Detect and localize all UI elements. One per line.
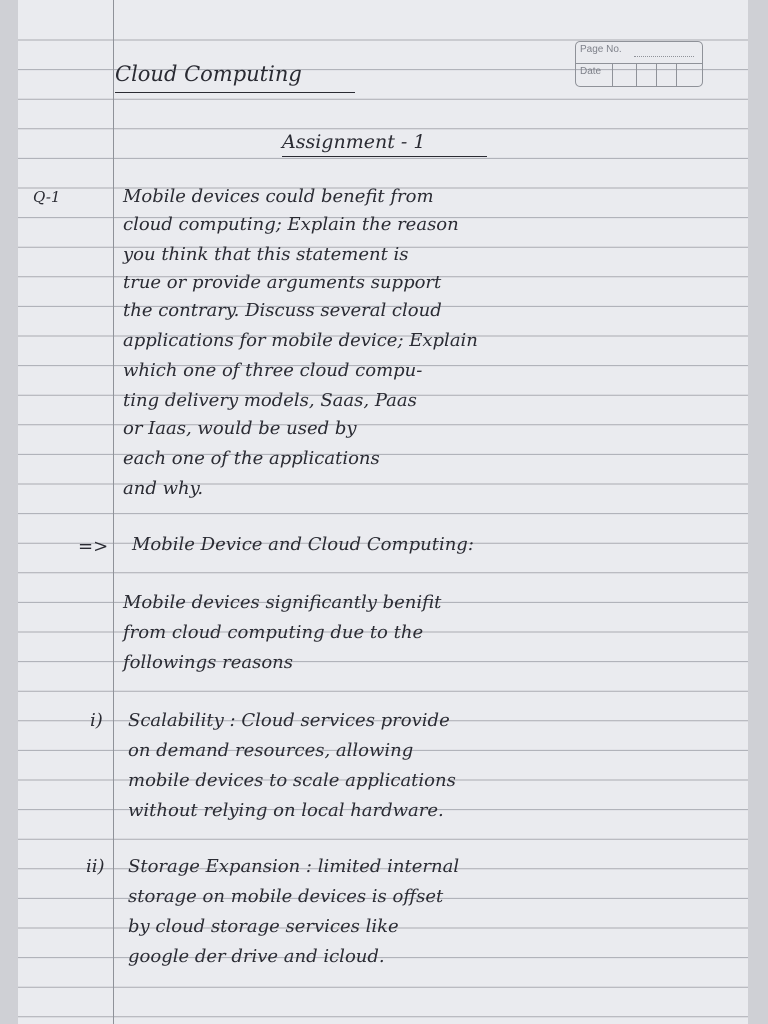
question-line: Mobile devices could benefit from xyxy=(123,186,434,207)
answer-intro-line: Mobile devices significantly benifit xyxy=(123,592,442,613)
date-cell-divider xyxy=(676,63,677,86)
page-no-label: Page No. xyxy=(580,44,622,55)
date-label: Date xyxy=(580,66,602,77)
assignment-underline xyxy=(282,156,487,157)
question-line: cloud computing; Explain the reason xyxy=(123,214,459,235)
point-line: without relying on local hardware. xyxy=(128,800,444,821)
point-line: Scalability : Cloud services provide xyxy=(128,710,450,731)
point-marker: i) xyxy=(90,710,103,731)
answer-arrow: => xyxy=(78,536,109,557)
page-no-dots xyxy=(634,56,694,57)
point-line: Storage Expansion : limited internal xyxy=(128,856,460,877)
question-line: the contrary. Discuss several cloud xyxy=(123,300,442,321)
question-line: which one of three cloud compu- xyxy=(123,360,423,381)
point-line: mobile devices to scale applications xyxy=(128,770,456,791)
question-line: true or provide arguments support xyxy=(123,272,442,293)
notebook-page xyxy=(18,0,748,1024)
point-marker: ii) xyxy=(86,856,105,877)
answer-heading: Mobile Device and Cloud Computing: xyxy=(132,534,474,555)
answer-intro-line: followings reasons xyxy=(123,652,293,673)
question-line: you think that this statement is xyxy=(123,244,409,265)
point-line: google der drive and icloud. xyxy=(128,946,385,967)
date-cell-divider xyxy=(656,63,657,86)
page-date-box xyxy=(575,41,703,87)
date-cell-divider xyxy=(636,63,637,86)
question-line: ting delivery models, Saas, Paas xyxy=(123,390,417,411)
date-cell-divider xyxy=(612,63,613,86)
point-line: storage on mobile devices is offset xyxy=(128,886,444,907)
question-line: and why. xyxy=(123,478,204,499)
page-title: Cloud Computing xyxy=(115,62,302,86)
assignment-heading: Assignment - 1 xyxy=(282,131,426,153)
question-line: each one of the applications xyxy=(123,448,380,469)
answer-intro-line: from cloud computing due to the xyxy=(123,622,424,643)
point-line: by cloud storage services like xyxy=(128,916,399,937)
margin-line xyxy=(113,0,114,1024)
question-line: applications for mobile device; Explain xyxy=(123,330,478,351)
page-box-divider xyxy=(576,63,702,64)
question-number: Q-1 xyxy=(33,188,61,206)
title-underline xyxy=(115,92,355,93)
point-line: on demand resources, allowing xyxy=(128,740,414,761)
question-line: or Iaas, would be used by xyxy=(123,418,357,439)
